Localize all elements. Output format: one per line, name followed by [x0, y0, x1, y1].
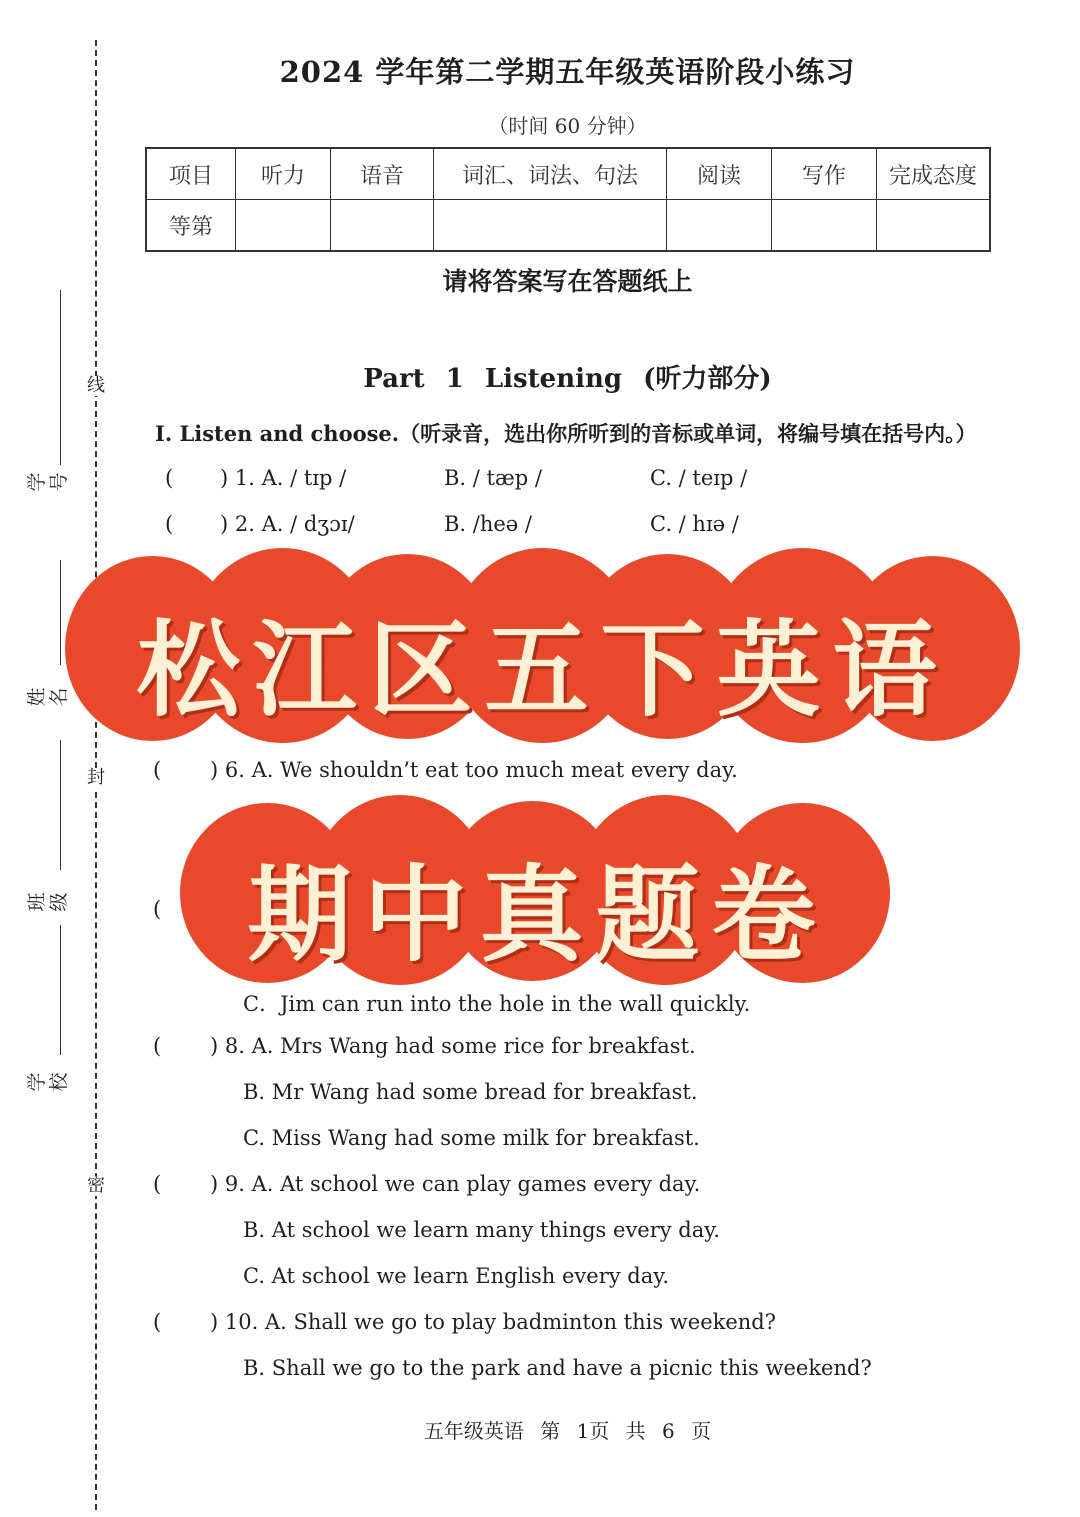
q8-option-a: ) 8. A. Mrs Wang had some rice for breakfast.: [210, 1034, 696, 1058]
seal-word-seal: 封: [87, 767, 105, 788]
seal-word-secret: 密: [87, 1175, 105, 1196]
seal-word-line: 线: [87, 375, 105, 396]
q1-option-a: ) 1. A. / tɪp /: [220, 466, 347, 490]
grade-cell: [667, 200, 772, 252]
score-header-cell: 听力: [236, 148, 331, 200]
exam-time-note: （时间 60 分钟）: [488, 114, 647, 138]
answer-paren: (: [165, 512, 174, 536]
section-title: I. Listen and choose.（听录音，选出你所听到的音标或单词，将编号填在括号内。）: [155, 421, 977, 446]
score-header-cell: 项目: [146, 148, 236, 200]
q10-option-b: B. Shall we go to the park and have a picnic this weekend?: [243, 1356, 872, 1380]
grade-cell: [434, 200, 667, 252]
banner-district-text: 松江区五下英语: [136, 609, 949, 731]
q1-option-c: C. / teɪp /: [650, 466, 748, 490]
q8-option-c: C. Miss Wang had some milk for breakfast.: [243, 1126, 700, 1150]
grade-cell: [772, 200, 877, 252]
answer-paren: (: [153, 897, 162, 921]
q1-option-b: B. / tæp /: [444, 466, 542, 490]
banner-exam-text: 期中真题卷: [247, 854, 828, 976]
part1-title: Part 1 Listening (听力部分): [363, 364, 772, 394]
answer-paren: (: [153, 1034, 162, 1058]
q2-option-a: ) 2. A. / dʒɔɪ/: [220, 512, 355, 536]
answer-paren: (: [153, 1172, 162, 1196]
title-banner-exam: [180, 795, 895, 985]
grade-cell: [331, 200, 434, 252]
q2-option-b: B. /heə /: [444, 512, 532, 536]
score-header-cell: 完成态度: [877, 148, 991, 200]
q9-option-c: C. At school we learn English every day.: [243, 1264, 670, 1288]
page-footer: 五年级英语 第 1页 共 6 页: [423, 1419, 712, 1443]
score-header-cell: 阅读: [667, 148, 772, 200]
q10-option-a: ) 10. A. Shall we go to play badminton this weekend?: [210, 1310, 776, 1334]
grade-cell: [236, 200, 331, 252]
score-table: [145, 147, 991, 252]
answer-paren: (: [153, 1310, 162, 1334]
grade-row-label: 等第: [146, 200, 236, 252]
answer-paren: (: [153, 758, 162, 782]
q6-option-a: ) 6. A. We shouldn’t eat too much meat every day.: [210, 758, 738, 782]
title-banner-district: [60, 548, 1025, 743]
score-table-header-row: [146, 148, 990, 200]
score-header-cell: 写作: [772, 148, 877, 200]
score-header-cell: 语音: [331, 148, 434, 200]
q8-option-b: B. Mr Wang had some bread for breakfast.: [243, 1080, 698, 1104]
answer-paren: (: [165, 466, 174, 490]
q7-option-c: C．Jim can run into the hole in the wall quickly.: [243, 992, 751, 1016]
grade-cell: [877, 200, 991, 252]
q9-option-b: B. At school we learn many things every day.: [243, 1218, 721, 1242]
q2-option-c: C. / hɪə /: [650, 512, 739, 536]
exam-title: 2024 学年第二学期五年级英语阶段小练习: [279, 55, 856, 89]
q9-option-a: ) 9. A. At school we can play games every day.: [210, 1172, 701, 1196]
score-table-grade-row: [146, 200, 990, 252]
answer-sheet-notice: 请将答案写在答题纸上: [442, 267, 693, 296]
score-header-cell: 词汇、词法、句法: [434, 148, 667, 200]
